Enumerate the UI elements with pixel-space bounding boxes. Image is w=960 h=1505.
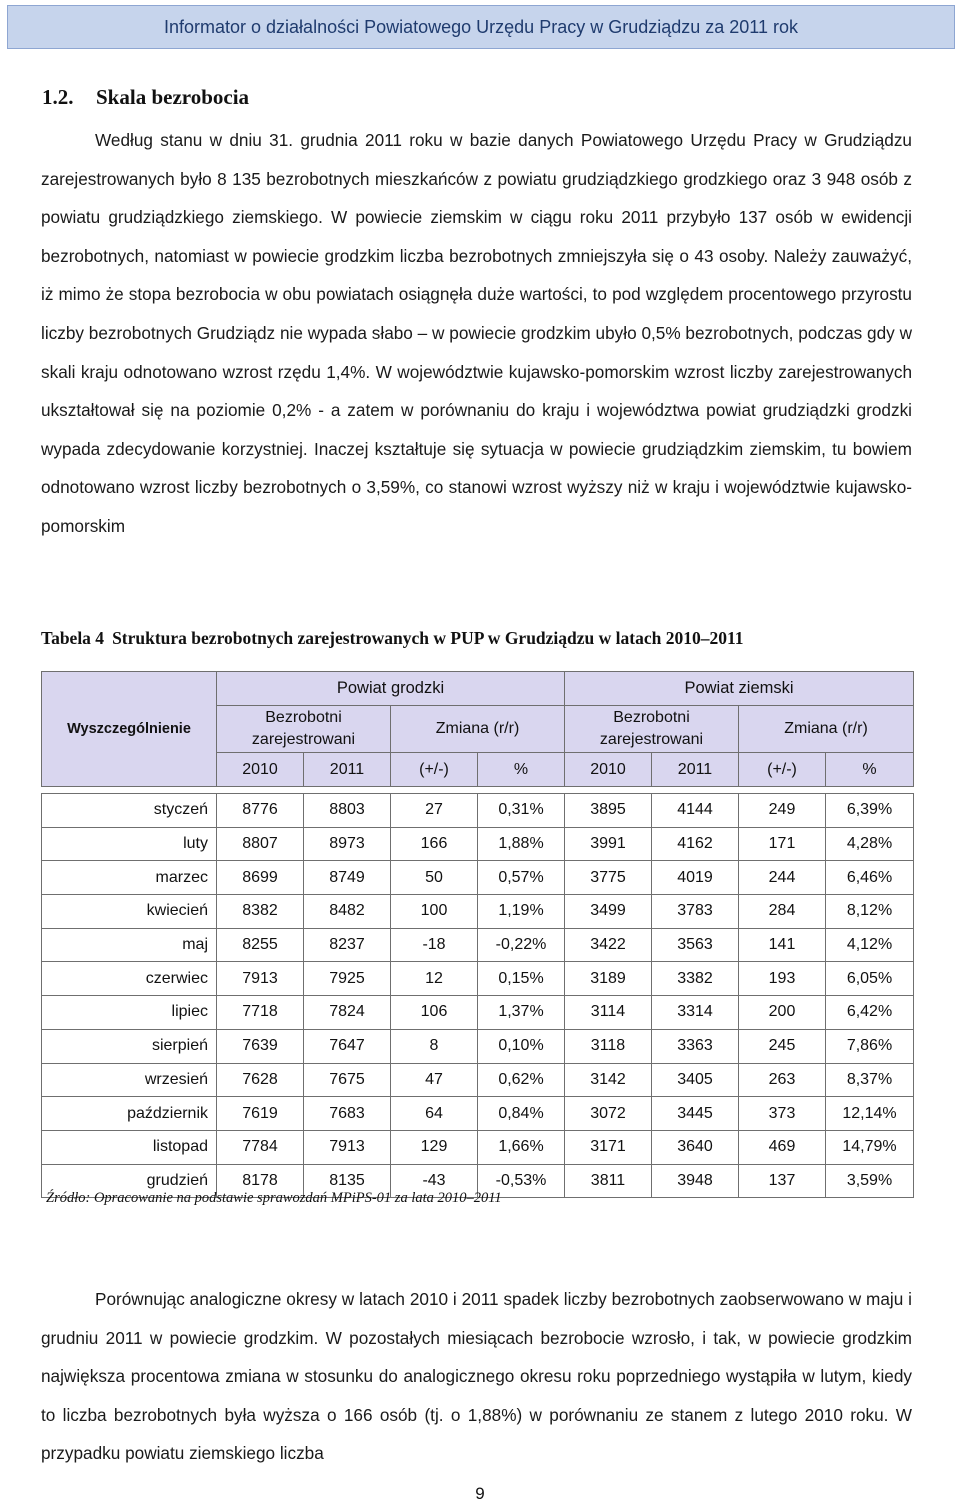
value-cell: 3991 (565, 827, 652, 861)
table-row (42, 861, 914, 895)
table-row (42, 928, 914, 962)
table-caption (41, 628, 744, 649)
col-header-pct: % (826, 753, 914, 787)
intro-paragraph: Według stanu w dniu 31. grudnia 2011 roku w bazie danych Powiatowego Urzędu Pracy w Grudziądzu zarejestrowanych było 8 135 bezrobotnych mieszkańców z powiatu grudziądzkiego grodzkiego oraz 3 948 osób z powiatu grudziądzkiego ziemskiego. W powiecie ziemskim w ciągu roku 2011 przybyło 137 osób w ewidencji bezrobotnych, natomiast w powiecie grodzkim liczba bezrobotnych zmniejszyła się o 43 osoby. Należy zauważyć, iż mimo że stopa bezrobocia w obu powiatach osiągnęła duże wartości, to pod względem procentowego przyrostu liczby bezrobotnych Grudziądz nie wypada słabo – w powiecie grodzkim ubyło 0,5% bezrobotnych, podczas gdy w skali kraju odnotowano wzrost rzędu 1,4%. W województwie kujawsko-pomorskim wzrost liczby zarejestrowanych ukształtował się na poziomie 0,2% - a zatem w porównaniu do kraju i województwa powiat grudziądzki grodzki wypada zdecydowanie korzystniej. Inaczej kształtuje się sytuacja w powiecie grudziądzkim ziemskim, tu bowiem odnotowano wzrost liczby bezrobotnych o 3,59%, co stanowi wzrost wyższy niż w kraju i województwie kujawsko-pomorskim (41, 130, 912, 536)
value-cell: 3114 (565, 996, 652, 1030)
value-cell: 4,28% (826, 827, 914, 861)
value-cell: 7639 (217, 1029, 304, 1063)
value-cell: 7913 (217, 962, 304, 996)
value-cell: 6,05% (826, 962, 914, 996)
value-cell: 4019 (652, 861, 739, 895)
table-row (42, 1063, 914, 1097)
value-cell: 1,37% (478, 996, 565, 1030)
group-header-grodzki: Powiat grodzki (217, 672, 565, 706)
value-cell: 7683 (304, 1097, 391, 1131)
value-cell: 8973 (304, 827, 391, 861)
value-cell: 3189 (565, 962, 652, 996)
value-cell: 7,86% (826, 1029, 914, 1063)
value-cell: 166 (391, 827, 478, 861)
value-cell: 0,62% (478, 1063, 565, 1097)
value-cell: -0,22% (478, 928, 565, 962)
value-cell: -0,53% (478, 1164, 565, 1198)
header-title: Informator o działalności Powiatowego Urzędu Pracy w Grudziądzu za 2011 rok (164, 17, 798, 37)
value-cell: 373 (739, 1097, 826, 1131)
value-cell: 263 (739, 1063, 826, 1097)
value-cell: 3363 (652, 1029, 739, 1063)
value-cell: 7675 (304, 1063, 391, 1097)
value-cell: 6,42% (826, 996, 914, 1030)
subheader-registered-grodzki: Bezrobotni zarejestrowani (217, 706, 391, 753)
value-cell: -43 (391, 1164, 478, 1198)
table-caption-text: Struktura bezrobotnych zarejestrowanych w PUP w Grudziądzu w latach 2010–2011 (112, 628, 744, 648)
month-cell: styczeń (42, 794, 217, 828)
col-header-2011: 2011 (304, 753, 391, 787)
subheader-change-ziemski: Zmiana (r/r) (739, 706, 914, 753)
value-cell: 171 (739, 827, 826, 861)
value-cell: 249 (739, 794, 826, 828)
value-cell: 3118 (565, 1029, 652, 1063)
value-cell: 3775 (565, 861, 652, 895)
section-number: 1.2. (42, 85, 74, 109)
page-number: 9 (475, 1484, 485, 1503)
value-cell: 0,31% (478, 794, 565, 828)
page-header (7, 5, 955, 49)
table-row (42, 1029, 914, 1063)
month-cell: październik (42, 1097, 217, 1131)
subheader-registered-ziemski: Bezrobotni zarejestrowani (565, 706, 739, 753)
month-cell: sierpień (42, 1029, 217, 1063)
col-header-2011: 2011 (652, 753, 739, 787)
col-header-pct: % (478, 753, 565, 787)
value-cell: 1,66% (478, 1130, 565, 1164)
value-cell: -18 (391, 928, 478, 962)
value-cell: 0,15% (478, 962, 565, 996)
value-cell: 8178 (217, 1164, 304, 1198)
value-cell: 3422 (565, 928, 652, 962)
value-cell: 3142 (565, 1063, 652, 1097)
col-header-specification: Wyszczególnienie (42, 672, 217, 787)
value-cell: 7647 (304, 1029, 391, 1063)
value-cell: 137 (739, 1164, 826, 1198)
month-cell: kwiecień (42, 895, 217, 929)
value-cell: 7628 (217, 1063, 304, 1097)
table-row (42, 895, 914, 929)
value-cell: 47 (391, 1063, 478, 1097)
table-source-note: Źródło: Opracowanie na podstawie sprawozdań MPiPS-01 za lata 2010–2011 (46, 1190, 502, 1206)
table-row (42, 1130, 914, 1164)
header-spacer (42, 787, 914, 794)
value-cell: 8,37% (826, 1063, 914, 1097)
value-cell: 3783 (652, 895, 739, 929)
value-cell: 8237 (304, 928, 391, 962)
value-cell: 4144 (652, 794, 739, 828)
value-cell: 3499 (565, 895, 652, 929)
value-cell: 7913 (304, 1130, 391, 1164)
value-cell: 4,12% (826, 928, 914, 962)
value-cell: 7824 (304, 996, 391, 1030)
month-cell: lipiec (42, 996, 217, 1030)
value-cell: 3382 (652, 962, 739, 996)
month-cell: listopad (42, 1130, 217, 1164)
value-cell: 14,79% (826, 1130, 914, 1164)
col-header-2010: 2010 (217, 753, 304, 787)
value-cell: 3948 (652, 1164, 739, 1198)
value-cell: 7784 (217, 1130, 304, 1164)
table-body (42, 794, 914, 1198)
value-cell: 284 (739, 895, 826, 929)
value-cell: 193 (739, 962, 826, 996)
value-cell: 12 (391, 962, 478, 996)
value-cell: 1,88% (478, 827, 565, 861)
value-cell: 0,10% (478, 1029, 565, 1063)
value-cell: 100 (391, 895, 478, 929)
table-row (42, 1097, 914, 1131)
month-cell: luty (42, 827, 217, 861)
table-row (42, 962, 914, 996)
value-cell: 3,59% (826, 1164, 914, 1198)
col-header-abs: (+/-) (391, 753, 478, 787)
value-cell: 1,19% (478, 895, 565, 929)
value-cell: 8255 (217, 928, 304, 962)
value-cell: 8807 (217, 827, 304, 861)
value-cell: 141 (739, 928, 826, 962)
value-cell: 7619 (217, 1097, 304, 1131)
value-cell: 3072 (565, 1097, 652, 1131)
subheader-change-grodzki: Zmiana (r/r) (391, 706, 565, 753)
value-cell: 0,57% (478, 861, 565, 895)
group-header-ziemski: Powiat ziemski (565, 672, 914, 706)
col-header-abs: (+/-) (739, 753, 826, 787)
value-cell: 8482 (304, 895, 391, 929)
value-cell: 3405 (652, 1063, 739, 1097)
table-caption-label: Tabela 4 (41, 628, 105, 648)
value-cell: 3895 (565, 794, 652, 828)
table-row (42, 996, 914, 1030)
table-row (42, 827, 914, 861)
value-cell: 8699 (217, 861, 304, 895)
value-cell: 3640 (652, 1130, 739, 1164)
table-row (42, 794, 914, 828)
value-cell: 244 (739, 861, 826, 895)
value-cell: 3563 (652, 928, 739, 962)
value-cell: 8 (391, 1029, 478, 1063)
value-cell: 3314 (652, 996, 739, 1030)
month-cell: wrzesień (42, 1063, 217, 1097)
value-cell: 3811 (565, 1164, 652, 1198)
value-cell: 50 (391, 861, 478, 895)
value-cell: 4162 (652, 827, 739, 861)
value-cell: 200 (739, 996, 826, 1030)
month-cell: maj (42, 928, 217, 962)
value-cell: 3445 (652, 1097, 739, 1131)
value-cell: 7718 (217, 996, 304, 1030)
value-cell: 8135 (304, 1164, 391, 1198)
month-cell: grudzień (42, 1164, 217, 1198)
value-cell: 129 (391, 1130, 478, 1164)
value-cell: 245 (739, 1029, 826, 1063)
month-cell: czerwiec (42, 962, 217, 996)
value-cell: 12,14% (826, 1097, 914, 1131)
section-heading (42, 85, 249, 110)
value-cell: 8803 (304, 794, 391, 828)
value-cell: 0,84% (478, 1097, 565, 1131)
value-cell: 6,39% (826, 794, 914, 828)
value-cell: 27 (391, 794, 478, 828)
value-cell: 469 (739, 1130, 826, 1164)
value-cell: 64 (391, 1097, 478, 1131)
unemployment-table (41, 671, 914, 1198)
value-cell: 106 (391, 996, 478, 1030)
value-cell: 7925 (304, 962, 391, 996)
month-cell: marzec (42, 861, 217, 895)
value-cell: 8776 (217, 794, 304, 828)
col-header-2010: 2010 (565, 753, 652, 787)
section-title-text: Skala bezrobocia (96, 85, 250, 109)
value-cell: 8382 (217, 895, 304, 929)
value-cell: 8,12% (826, 895, 914, 929)
comparison-paragraph: Porównując analogiczne okresy w latach 2010 i 2011 spadek liczby bezrobotnych zaobserwowano w maju i grudniu 2011 w powiecie grodzkim. W pozostałych miesiącach bezrobocie wzrosło, i tak, w powiecie grodzkim największa procentowa zmiana w stosunku do analogicznego okresu roku poprzedniego wystąpiła w lutym, kiedy to liczba bezrobotnych była wyższa o 166 osób (tj. o 1,88%) w porównaniu ze stanem z lutego 2010 roku. W przypadku powiatu ziemskiego liczba (41, 1289, 912, 1464)
value-cell: 8749 (304, 861, 391, 895)
value-cell: 3171 (565, 1130, 652, 1164)
value-cell: 6,46% (826, 861, 914, 895)
